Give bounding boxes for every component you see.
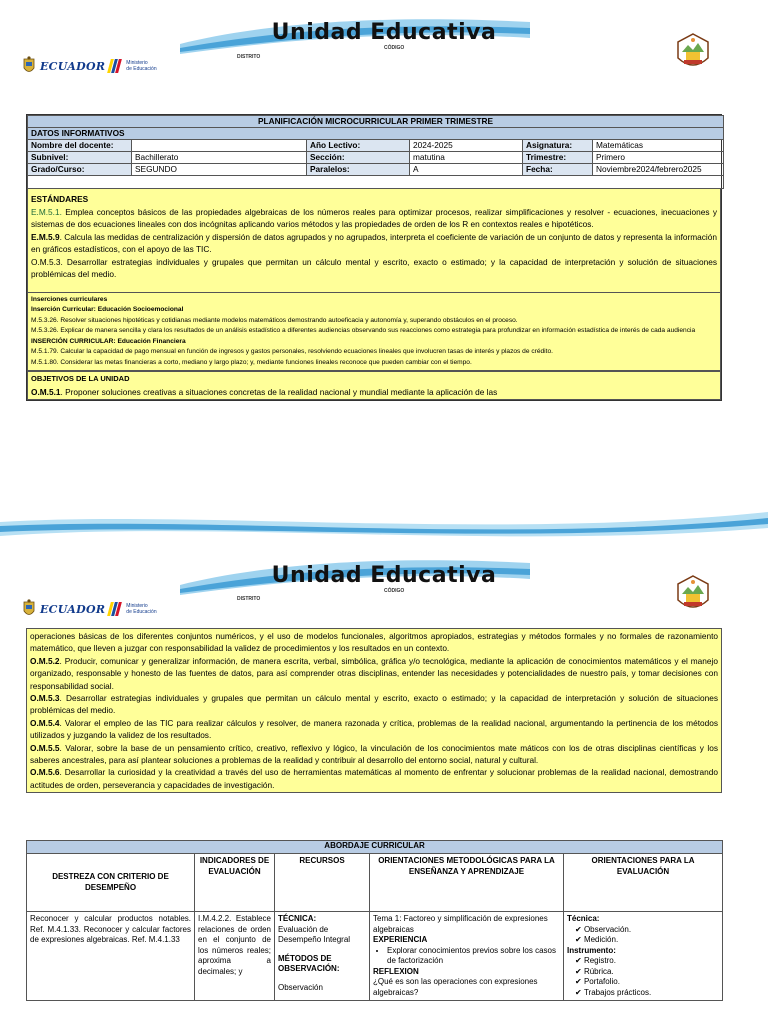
flag-bars-icon xyxy=(109,59,120,73)
page-title: Unidad Educativa xyxy=(271,563,497,588)
col-header-orientaciones: ORIENTACIONES METODOLÓGICAS PARA LA ENSEÑANZA Y APRENDIZAJE xyxy=(370,854,564,912)
abordaje-title: ABORDAJE CURRICULAR xyxy=(27,841,723,854)
datos-title: DATOS INFORMATIVOS xyxy=(28,128,724,140)
cell-label: Año Lectivo: xyxy=(307,140,410,152)
page-title: Unidad Educativa xyxy=(271,20,497,45)
destreza-cell: Reconocer y calcular productos notables. Ref. M.4.1.33. Reconocer y calcular factores de expresiones algebraicas. Ref. M.4.1.33 xyxy=(27,912,195,1001)
table-row xyxy=(28,164,724,176)
distrito-label: DISTRITO xyxy=(237,54,261,60)
recursos-cell: TÉCNICA: Evaluación de Desempeño Integral MÉTODOS DE OBSERVACIÓN: Observación xyxy=(275,912,370,1001)
cell-value: Primero xyxy=(593,152,724,164)
inserciones-block xyxy=(27,292,721,372)
cell-value xyxy=(132,140,307,152)
ecuador-shield-icon xyxy=(22,56,36,76)
col-header-evaluacion: ORIENTACIONES PARA LA EVALUACIÓN xyxy=(564,854,723,912)
cell-label: Nombre del docente: xyxy=(28,140,132,152)
flag-bars-icon xyxy=(109,602,120,616)
planning-section xyxy=(26,114,722,401)
insercion-item: M.5.1.79. Calcular la capacidad de pago mensual en función de ingresos y gastos personales, resolviendo ecuaciones lineales que involucren tasas de interés y plazos de crédito. xyxy=(31,348,553,355)
col-header-destreza: DESTREZA CON CRITERIO DE DESEMPEÑO xyxy=(27,854,195,912)
objetivo-item: O.M.5.2. Producir, comunicar y generalizar información, de manera escrita, verbal, simbólica, gráfica y/o tecnológica, mediante la aplicación de conocimientos matemáticos y el manejo organizado, responsable y honesto de las fuentes de datos, para así comprender otras disciplinas, entender las necesidades y potencialidades de nuestro país, y tomar decisiones con responsabilidad social. xyxy=(30,655,718,691)
cell-label: Sección: xyxy=(307,152,410,164)
ecuador-shield-icon xyxy=(22,599,36,619)
cell-label: Subnivel: xyxy=(28,152,132,164)
estandar-item: E.M.5.9. Calcula las medidas de centralización y dispersión de datos agrupados y no agrupados, interpreta el coeficiente de variación de un conjunto de datos y representa la información en gráficos estadísticos, con el apoyo de las TIC. xyxy=(31,231,717,254)
cell-value: Noviembre2024/febrero2025 xyxy=(593,164,724,176)
school-emblem-icon xyxy=(676,574,710,614)
estandares-title: ESTÁNDARES xyxy=(31,194,89,204)
codigo-label: CÓDIGO xyxy=(384,588,405,594)
cell-value: Matemáticas xyxy=(593,140,724,152)
cell-label: Paralelos: xyxy=(307,164,410,176)
page-divider-wave xyxy=(0,500,768,550)
objetivos-block xyxy=(27,371,721,400)
estandares-block xyxy=(27,189,721,292)
datos-table xyxy=(27,115,724,189)
fin-title: INSERCIÓN CURRICULAR: Educación Financiera xyxy=(31,337,186,345)
page-header-1 xyxy=(0,14,768,84)
spacer-row xyxy=(28,176,724,189)
indicadores-cell: I.M.4.2.2. Establece relaciones de orden en el conjunto de los números reales; aproxima a decimales; y xyxy=(195,912,275,1001)
cell-value: 2024-2025 xyxy=(410,140,523,152)
cell-value: Bachillerato xyxy=(132,152,307,164)
cell-label: Trimestre: xyxy=(523,152,593,164)
objetivo-item: O.M.5.5. Valorar, sobre la base de un pensamiento crítico, creativo, reflexivo y lógico, la vinculación de los conocimientos mate máticos con los de otras disciplinas científicas y los saberes ancestrales, para así plantear soluciones a problemas de la realidad y contribuir al desarrollo del entorno social, natural y cultural. xyxy=(30,742,718,766)
ecuador-wordmark: ECUADOR xyxy=(40,602,106,616)
objetivo-item: O.M.5.3. Desarrollar estrategias individuales y grupales que permitan un cálculo mental y escrito, exacto o estimado; y la capacidad de interpretación y solución de situaciones problémicas del medio. xyxy=(30,693,718,716)
table-row xyxy=(27,912,723,1001)
cell-value: A xyxy=(410,164,523,176)
cell-label: Grado/Curso: xyxy=(28,164,132,176)
ecuador-wordmark: ECUADOR xyxy=(40,59,106,73)
abordaje-table xyxy=(26,840,723,1001)
objetivo-item: O.M.5.4. Valorar el empleo de las TIC para realizar cálculos y resolver, de manera razonada y crítica, problemas de la realidad nacional, argumentando la pertinencia de los métodos utilizados y juzgando la validez de los resultados. xyxy=(30,717,718,741)
cell-label: Asignatura: xyxy=(523,140,593,152)
cell-value: matutina xyxy=(410,152,523,164)
evaluacion-cell: Técnica: ✔ Observación. ✔ Medición. Instrumento: ✔ Registro. ✔ Rúbrica. ✔ Portafolio. ✔ Trabajos prácticos. xyxy=(564,912,723,1001)
table-row xyxy=(28,152,724,164)
inserciones-title: Inserciones curriculares xyxy=(31,295,108,303)
objetivo-item: O.M.5.6. Desarrollar la curiosidad y la creatividad a través del uso de herramientas matemáticas al momento de enfrentar y solucionar problemas de la realidad nacional, demostrando actitudes de orden, perseverancia y capacidades de investigación. xyxy=(30,767,718,790)
col-header-recursos: RECURSOS xyxy=(275,854,370,912)
ministry-label: Ministerio de Educación xyxy=(126,603,157,615)
orientaciones-cell: Tema 1: Factoreo y simplificación de expresiones algebraicas EXPERIENCIA • Explorar conocimientos previos sobre los casos de factorización REFLEXION ¿Qué es son las operaciones con expresiones algebraicas? xyxy=(370,912,564,1001)
codigo-label: CÓDIGO xyxy=(384,45,405,51)
distrito-label: DISTRITO xyxy=(237,596,261,602)
objetivos-title: OBJETIVOS DE LA UNIDAD xyxy=(31,374,130,383)
cell-value: SEGUNDO xyxy=(132,164,307,176)
school-emblem-icon xyxy=(676,32,710,72)
insercion-item: M.5.3.26. Resolver situaciones hipotéticas y cotidianas mediante modelos matemáticos demostrando autoeficacia y autonomía y, superando obstáculos en el proceso. xyxy=(31,316,518,324)
ministry-label: Ministerio de Educación xyxy=(126,60,157,72)
plan-title: PLANIFICACIÓN MICROCURRICULAR PRIMER TRIMESTRE xyxy=(28,116,724,128)
objetivo-item: O.M.5.1. Proponer soluciones creativas a situaciones concretas de la realidad nacional y mundial mediante la aplicación de las xyxy=(31,386,498,397)
ecuador-logo xyxy=(22,599,157,619)
ecuador-logo xyxy=(22,56,157,76)
objetivos-continued xyxy=(26,628,722,793)
col-header-indicadores: INDICADORES DE EVALUACIÓN xyxy=(195,854,275,912)
estandar-item: E.M.5.1. Emplea conceptos básicos de las propiedades algebraicas de los números reales para optimizar procesos, realizar simplificaciones y resolver - ecuaciones, inecuaciones y sistemas de dos ecuaciones lineales con dos incógnitas aplicando varios métodos y las propiedades de orden de los R en contextos reales e hipotéticos. xyxy=(31,206,717,229)
abordaje-section xyxy=(26,840,722,1001)
insercion-item: M.5.1.80. Considerar las metas financieras a corto, mediano y largo plazo; y, mediante funciones lineales reconoce que pueden cambiar con el tiempo. xyxy=(31,358,472,366)
cell-label: Fecha: xyxy=(523,164,593,176)
table-row xyxy=(28,140,724,152)
socio-title: Inserción Curricular: Educación Socioemocional xyxy=(31,306,184,313)
estandar-item: O.M.5.3. Desarrollar estrategias individuales y grupales que permitan un cálculo mental y escrito, exacto o estimado; y la capacidad de interpretación y solución de situaciones problémicas del medio. xyxy=(31,256,717,279)
objetivo-cont: operaciones básicas de los diferentes conjuntos numéricos, y el uso de modelos funcionales, algoritmos apropiados, estrategias y métodos formales y no formales de razonamiento matemático, que lleven a juzgar con responsabilidad la validez de procedimientos y los resultados en un contexto. xyxy=(30,631,718,654)
page-header-2 xyxy=(0,555,768,625)
insercion-item: M.5.3.26. Explicar de manera sencilla y clara los resultados de un análisis estadístico a diferentes audiencias observando sus reacciones como estrategia para profundizar en información estadística de interés de cada audiencia xyxy=(31,327,696,334)
